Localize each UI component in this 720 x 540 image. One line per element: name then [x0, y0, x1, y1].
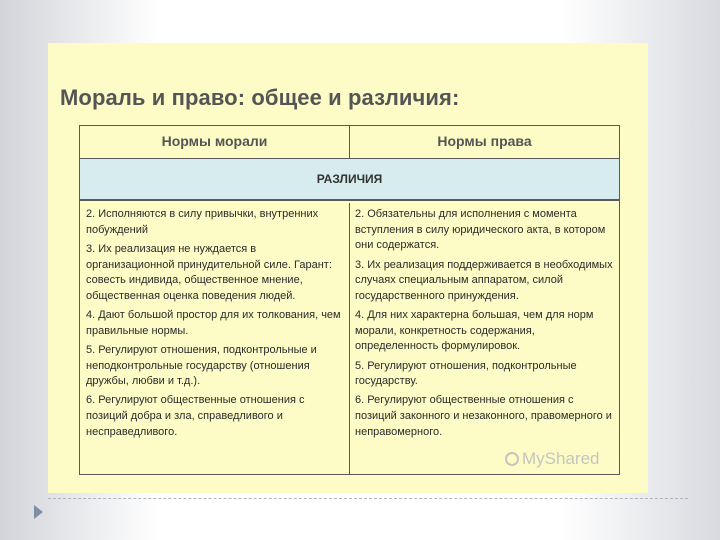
table-body-row — [80, 203, 619, 474]
list-item: 3. Их реализация поддерживается в необходимых случаях специальным аппаратом, силой государственного принуждения. — [355, 258, 613, 302]
list-item: 2. Обязательны для исполнения с момента вступления в силу юридического акта, в котором они содержатся. — [355, 208, 606, 252]
slide-title: Мораль и право: общее и различия: — [60, 85, 460, 110]
watermark — [505, 449, 599, 469]
comparison-table — [79, 125, 620, 475]
triangle-right-icon[interactable] — [34, 505, 43, 519]
list-item: 4. Дают большой простор для их толкования, чем правильные нормы. — [86, 309, 341, 337]
law-differences-cell — [350, 203, 619, 474]
list-item: 6. Регулируют общественные отношения с позиций добра и зла, справедливого и несправедливого. — [86, 394, 305, 438]
moral-differences-cell — [80, 203, 350, 474]
header-law-norms: Нормы права — [437, 133, 532, 149]
list-item: 5. Регулируют отношения, подконтрольные и неподконтрольные государству (отношения дружбы, любви и т.д.). — [86, 343, 317, 388]
table-header-row — [80, 126, 619, 159]
list-item: 2. Исполняются в силу привычки, внутренних побуждений — [86, 208, 319, 236]
list-item: 5. Регулируют отношения, подконтрольные государству. — [355, 359, 577, 388]
watermark-text: MyShared — [522, 449, 600, 468]
list-item: 4. Для них характерна большая, чем для норм морали, конкретность содержания, определенность формулировок. — [355, 309, 594, 353]
header-moral-norms: Нормы морали — [80, 126, 350, 158]
list-item: 3. Их реализация не нуждается в организационной принудительной силе. Гарант: совесть индивида, общественное мнение, общественная оценка поведения людей. — [86, 242, 332, 302]
section-differences: РАЗЛИЧИЯ — [80, 159, 619, 201]
footer-divider — [48, 498, 688, 499]
myshared-logo-icon — [505, 452, 519, 466]
list-item: 6. Регулируют общественные отношения с позиций законного и незаконного, правомерного и неправомерного. — [355, 394, 612, 438]
